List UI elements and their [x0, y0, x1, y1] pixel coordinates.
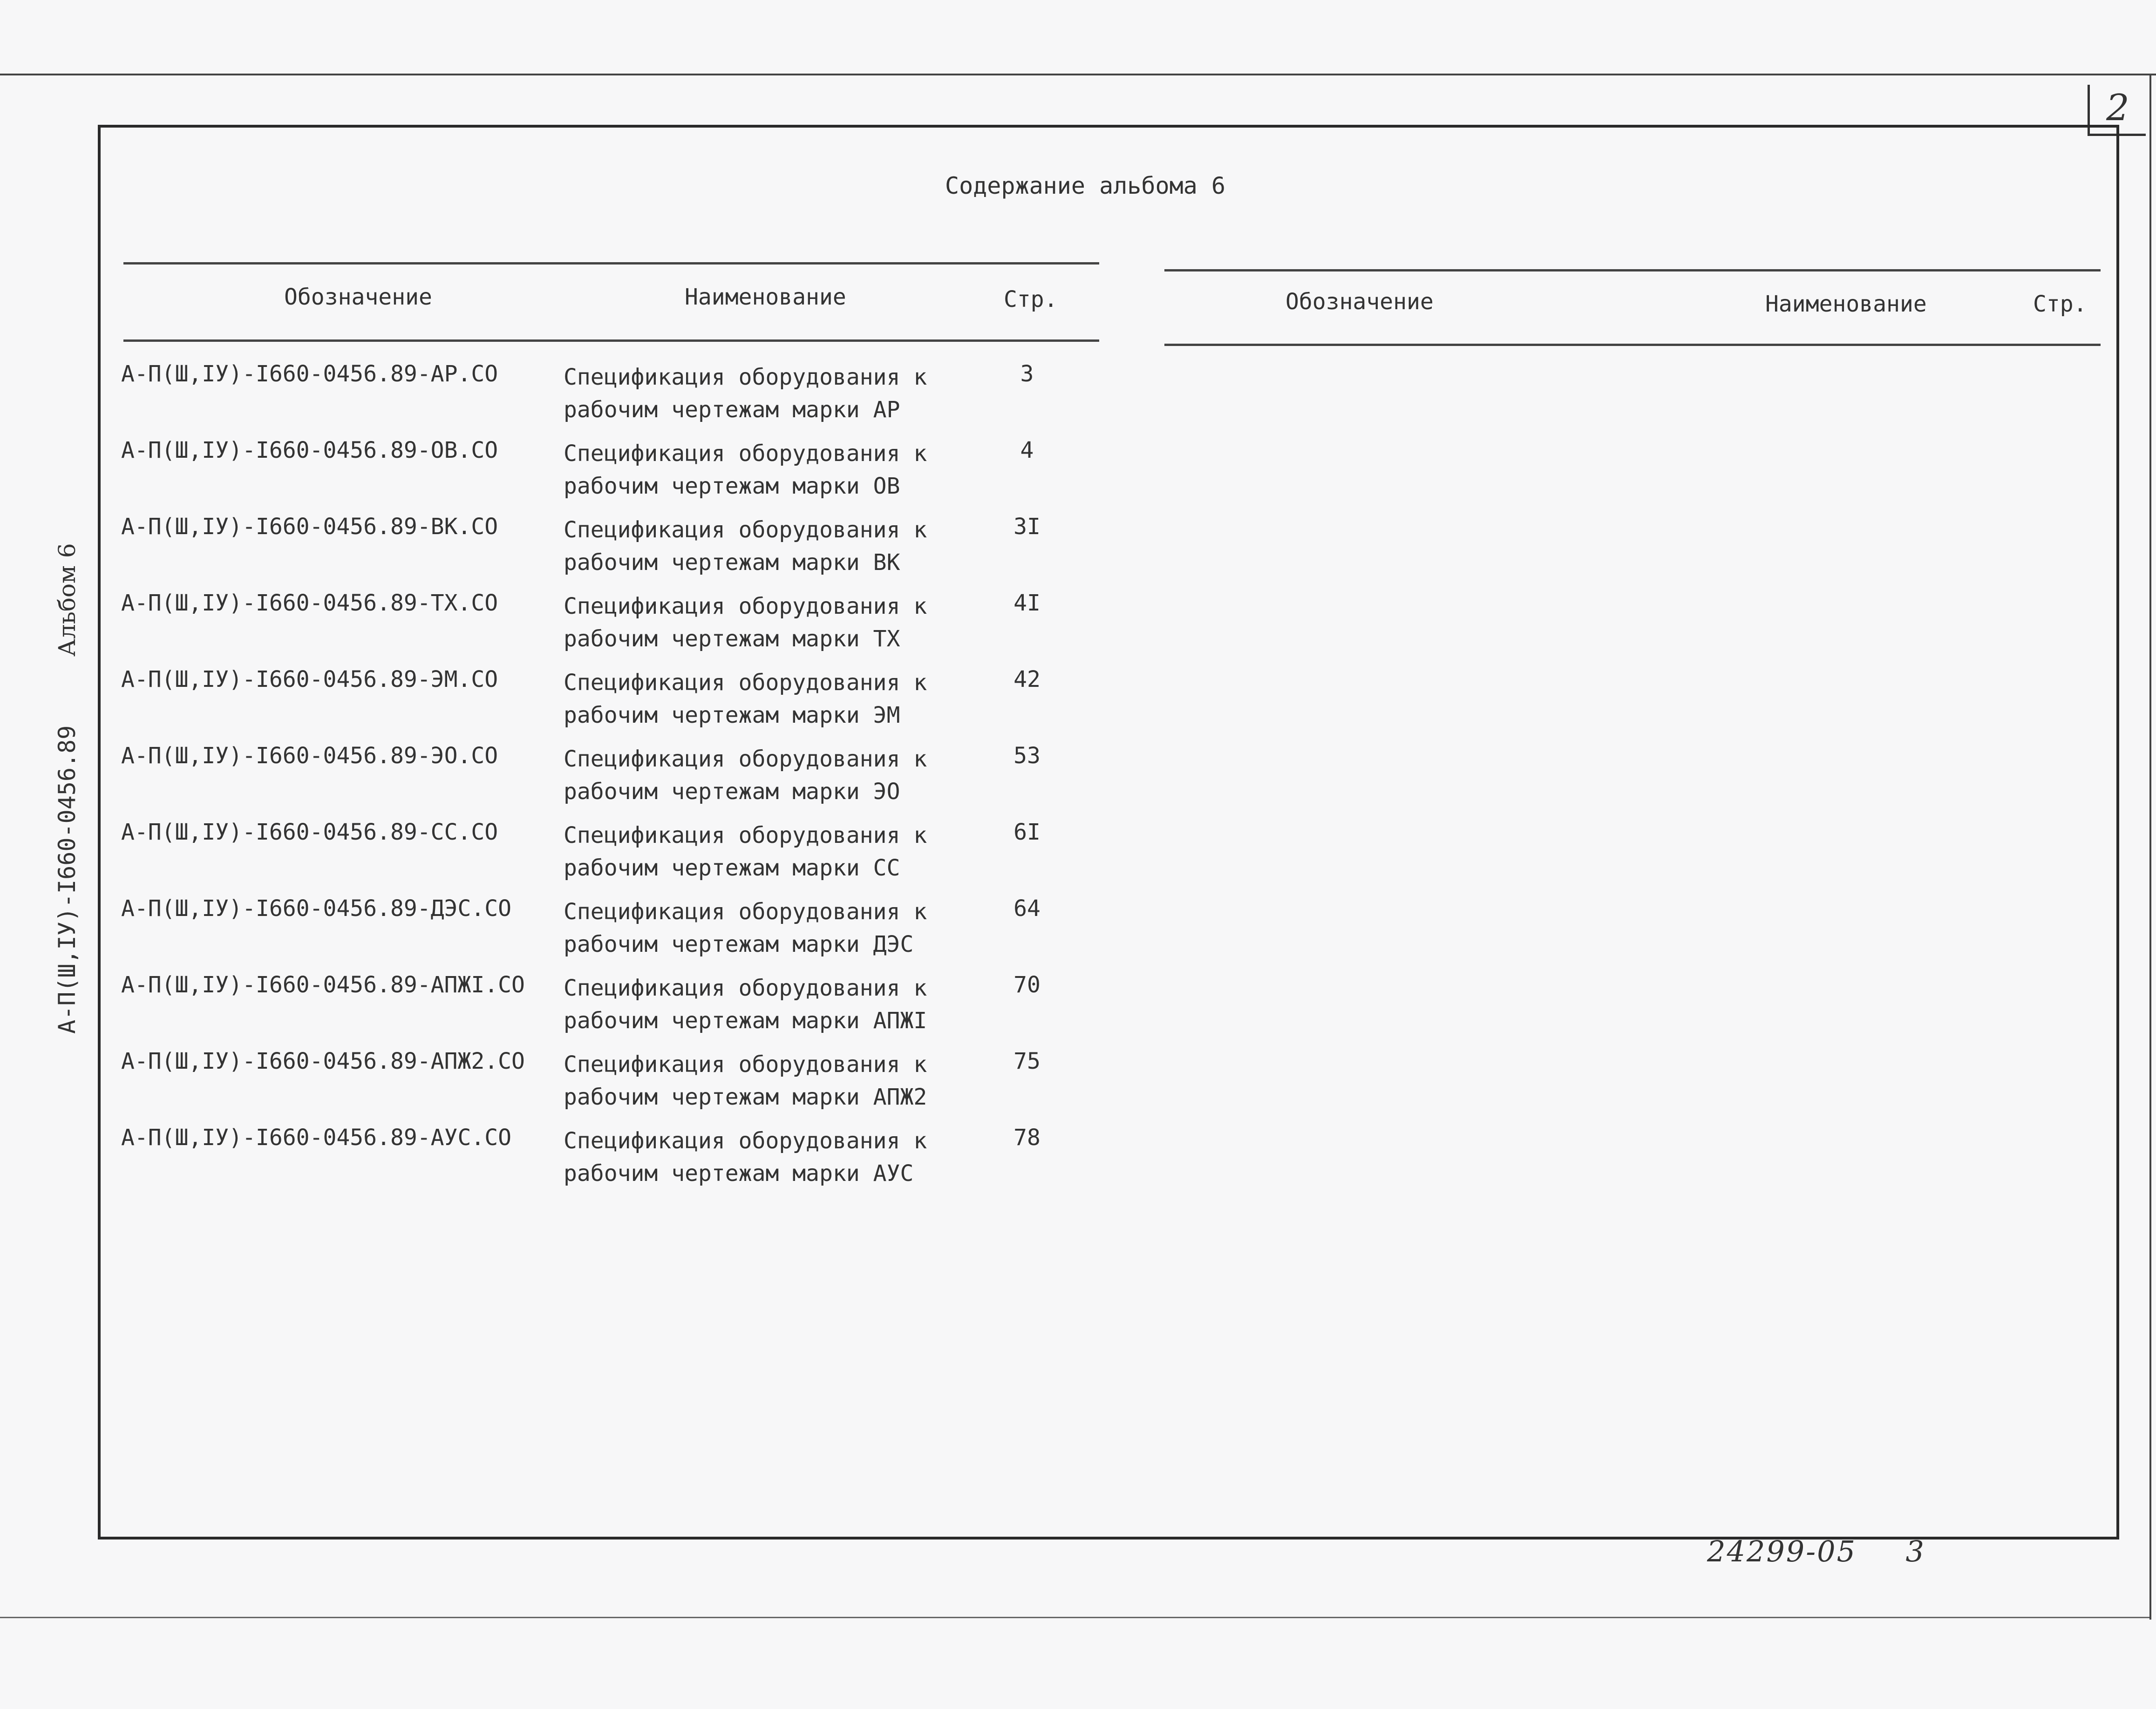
- row-page: 3I: [1013, 514, 1041, 540]
- outer-border-right: [2149, 74, 2151, 1620]
- right-header-bottom-rule: [1164, 344, 2101, 346]
- row-name: Спецификация оборудования к рабочим чертежам марки ЭМ: [564, 670, 927, 728]
- row-page: 78: [1013, 1125, 1041, 1151]
- row-designation: А-П(Ш,IУ)-I660-0456.89-ВК.СО: [121, 514, 498, 540]
- row-name: Спецификация оборудования к рабочим чертежам марки ОВ: [564, 441, 927, 499]
- sheet-number: 2: [2088, 85, 2146, 136]
- row-page: 6I: [1013, 819, 1041, 845]
- outer-border-bottom: [0, 1617, 2149, 1618]
- outer-border-top: [0, 74, 2156, 75]
- row-designation: А-П(Ш,IУ)-I660-0456.89-АПЖ2.СО: [121, 1048, 525, 1074]
- row-page: 53: [1013, 743, 1041, 769]
- row-name: Спецификация оборудования к рабочим чертежам марки ДЭС: [564, 899, 927, 957]
- table-row: [0, 895, 1118, 972]
- row-designation: А-П(Ш,IУ)-I660-0456.89-ДЭС.СО: [121, 895, 512, 922]
- left-header-designation: Обозначение: [284, 284, 432, 310]
- row-page: 4: [1020, 437, 1034, 463]
- table-row: [0, 972, 1118, 1048]
- side-album-label: Альбом 6: [54, 543, 81, 657]
- table-row: [0, 437, 1118, 514]
- left-header-top-rule: [123, 262, 1099, 264]
- table-row: [0, 1048, 1118, 1125]
- right-header-designation: Обозначение: [1285, 289, 1434, 315]
- row-name: Спецификация оборудования к рабочим чертежам марки ТХ: [564, 593, 927, 652]
- table-row: [0, 361, 1118, 437]
- left-header-bottom-rule: [123, 339, 1099, 342]
- left-header-page: Стр.: [1004, 286, 1058, 312]
- document-title: Содержание альбома 6: [945, 172, 1226, 199]
- side-designation: А-П(Ш,IУ)-I660-0456.89: [54, 725, 81, 1034]
- row-designation: А-П(Ш,IУ)-I660-0456.89-ЭО.СО: [121, 743, 498, 769]
- row-name: Спецификация оборудования к рабочим чертежам марки АР: [564, 364, 927, 423]
- row-designation: А-П(Ш,IУ)-I660-0456.89-ТХ.СО: [121, 590, 498, 616]
- table-row: [0, 743, 1118, 819]
- archive-sheet: 3: [1905, 1534, 1925, 1568]
- table-row: [0, 590, 1118, 666]
- table-row: [0, 666, 1118, 743]
- right-header-top-rule: [1164, 269, 2101, 271]
- archive-stamp: [1707, 1534, 1925, 1568]
- row-name: Спецификация оборудования к рабочим чертежам марки ВК: [564, 517, 927, 576]
- row-name: Спецификация оборудования к рабочим чертежам марки АУС: [564, 1128, 927, 1187]
- row-page: 75: [1013, 1048, 1041, 1074]
- row-name: Спецификация оборудования к рабочим чертежам марки АПЖI: [564, 975, 927, 1034]
- table-row: [0, 514, 1118, 590]
- table-row: [0, 819, 1118, 895]
- row-designation: А-П(Ш,IУ)-I660-0456.89-ЭМ.СО: [121, 666, 498, 692]
- row-page: 70: [1013, 972, 1041, 998]
- row-page: 64: [1013, 895, 1041, 922]
- archive-number: 24299-05: [1707, 1534, 1857, 1568]
- row-designation: А-П(Ш,IУ)-I660-0456.89-СС.СО: [121, 819, 498, 845]
- row-designation: А-П(Ш,IУ)-I660-0456.89-АПЖI.СО: [121, 972, 525, 998]
- row-name: Спецификация оборудования к рабочим чертежам марки АПЖ2: [564, 1051, 927, 1110]
- row-designation: А-П(Ш,IУ)-I660-0456.89-АУС.СО: [121, 1125, 512, 1151]
- row-page: 3: [1020, 361, 1034, 387]
- row-designation: А-П(Ш,IУ)-I660-0456.89-ОВ.СО: [121, 437, 498, 463]
- row-page: 42: [1013, 666, 1041, 692]
- left-header-name: Наименование: [685, 284, 846, 310]
- right-header-page: Стр.: [2033, 291, 2087, 317]
- table-row: [0, 1125, 1118, 1201]
- row-name: Спецификация оборудования к рабочим чертежам марки СС: [564, 822, 927, 881]
- row-name: Спецификация оборудования к рабочим чертежам марки ЭО: [564, 746, 927, 805]
- row-page: 4I: [1013, 590, 1041, 616]
- row-designation: А-П(Ш,IУ)-I660-0456.89-АР.СО: [121, 361, 498, 387]
- right-header-name: Наименование: [1765, 291, 1927, 317]
